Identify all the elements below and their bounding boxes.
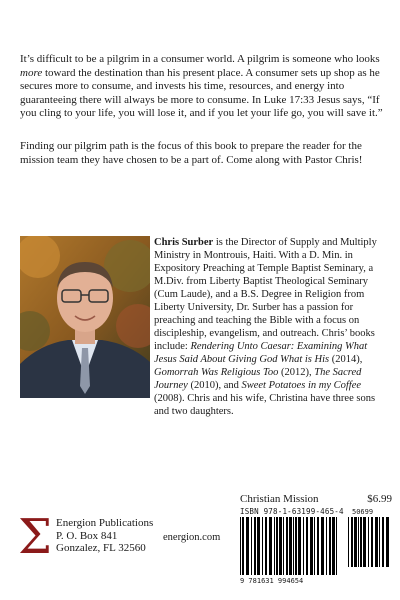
barcode-bar bbox=[306, 517, 308, 575]
barcode-bar bbox=[363, 517, 366, 567]
barcode-bar bbox=[371, 517, 373, 567]
barcode-bar bbox=[276, 517, 278, 575]
price-label: $6.99 bbox=[367, 493, 392, 505]
barcode-bar bbox=[242, 517, 244, 575]
barcode-bar bbox=[295, 517, 297, 575]
barcode-bar bbox=[354, 517, 357, 567]
barcode-bar bbox=[317, 517, 319, 575]
barcode-bar bbox=[358, 517, 359, 567]
addon-number: 50699 bbox=[352, 508, 374, 516]
ean-barcode bbox=[240, 517, 340, 575]
barcode-bar bbox=[329, 517, 331, 575]
barcode-bar bbox=[351, 517, 353, 567]
mission-paragraph: Finding our pilgrim path is the focus of this book to prepare the reader for the mission team they have chosen to be a part of. Come along with Pastor Chris! bbox=[20, 140, 363, 166]
barcode-block bbox=[240, 493, 395, 598]
author-photo bbox=[20, 236, 150, 398]
barcode-bar bbox=[269, 517, 272, 575]
barcode-bar bbox=[310, 517, 313, 575]
barcode-bar bbox=[336, 517, 337, 575]
barcode-bar bbox=[326, 517, 327, 575]
book-title: Sweet Potatoes in my Coffee bbox=[241, 380, 362, 391]
barcode-bar bbox=[286, 517, 288, 575]
price-addon-barcode bbox=[348, 517, 392, 567]
genre-label: Christian Mission bbox=[240, 493, 319, 505]
barcode-bar bbox=[240, 517, 241, 575]
barcode-bar bbox=[368, 517, 369, 567]
barcode-bar bbox=[379, 517, 380, 567]
publisher-logo-icon: Σ bbox=[18, 509, 52, 565]
ean-number: 9 781631 994654 bbox=[240, 577, 304, 585]
publisher-address-line: P. O. Box 841 bbox=[56, 529, 118, 542]
barcode-bar bbox=[246, 517, 249, 575]
barcode-bar bbox=[293, 517, 294, 575]
barcode-bar bbox=[274, 517, 275, 575]
bio-text: (2010), and bbox=[187, 380, 242, 391]
bio-text: is the Director of Supply and Multiply Ministry in Montrouis, Haiti. With a D. Min. in Expository Preaching at Temple Baptist Seminary, a M.Div. from Liberty Baptist Theological Seminary (Cum Laude), and a B.S. Degree in Religion from Liberty University, Dr. Surber has a passion for preaching and teaching the Bible with a focus on discipleship, evangelism, and outreach. Chris’ books include: bbox=[154, 237, 377, 352]
bio-text: (2014), bbox=[329, 354, 363, 365]
publisher-name: Energion Publications bbox=[56, 517, 154, 529]
publisher-website: energion.com bbox=[163, 532, 221, 543]
book-title: Gomorrah Was Religious Too bbox=[154, 367, 279, 378]
barcode-bar bbox=[257, 517, 260, 575]
bio-text: (2012), bbox=[278, 367, 315, 378]
barcode-bar bbox=[321, 517, 324, 575]
barcode-bar bbox=[314, 517, 315, 575]
barcode-bar bbox=[289, 517, 292, 575]
barcode-bar bbox=[265, 517, 267, 575]
book-title: Rendering Unto Caesar: Examining What Jesus Said About Giving God What is His bbox=[154, 341, 368, 365]
barcode-bar bbox=[279, 517, 282, 575]
barcode-bar bbox=[303, 517, 304, 575]
bio-text: (2008). Chris and his wife, Christina have three sons and two daughters. bbox=[154, 393, 376, 417]
intro-paragraph: It’s difficult to be a pilgrim in a consumer world. A pilgrim is someone who looks more toward the destination than his present place. A consumer sets up shop as he secures more to consume, and invests his time, resources, and energy into guaranteeing there will always be more to consume. In Luke 17:33 Jesus says, “If you cling to your life, you will lose it, and if you let your life go, you will save it.” bbox=[20, 53, 383, 120]
isbn-text: ISBN 978-1-63199-465-4 bbox=[240, 507, 344, 516]
barcode-bar bbox=[375, 517, 378, 567]
author-name: Chris Surber bbox=[154, 237, 214, 248]
barcode-bar bbox=[251, 517, 252, 575]
barcode-bar bbox=[298, 517, 301, 575]
barcode-bar bbox=[283, 517, 284, 575]
barcode-bar bbox=[254, 517, 256, 575]
barcode-bar bbox=[360, 517, 362, 567]
barcode-bar bbox=[386, 517, 389, 567]
author-bio bbox=[154, 236, 392, 418]
book-title: The Sacred Journey bbox=[154, 367, 362, 391]
publisher-address-line: Gonzalez, FL 32560 bbox=[56, 542, 146, 554]
barcode-bar bbox=[332, 517, 335, 575]
barcode-bar bbox=[262, 517, 263, 575]
barcode-bar bbox=[382, 517, 384, 567]
barcode-bar bbox=[348, 517, 349, 567]
